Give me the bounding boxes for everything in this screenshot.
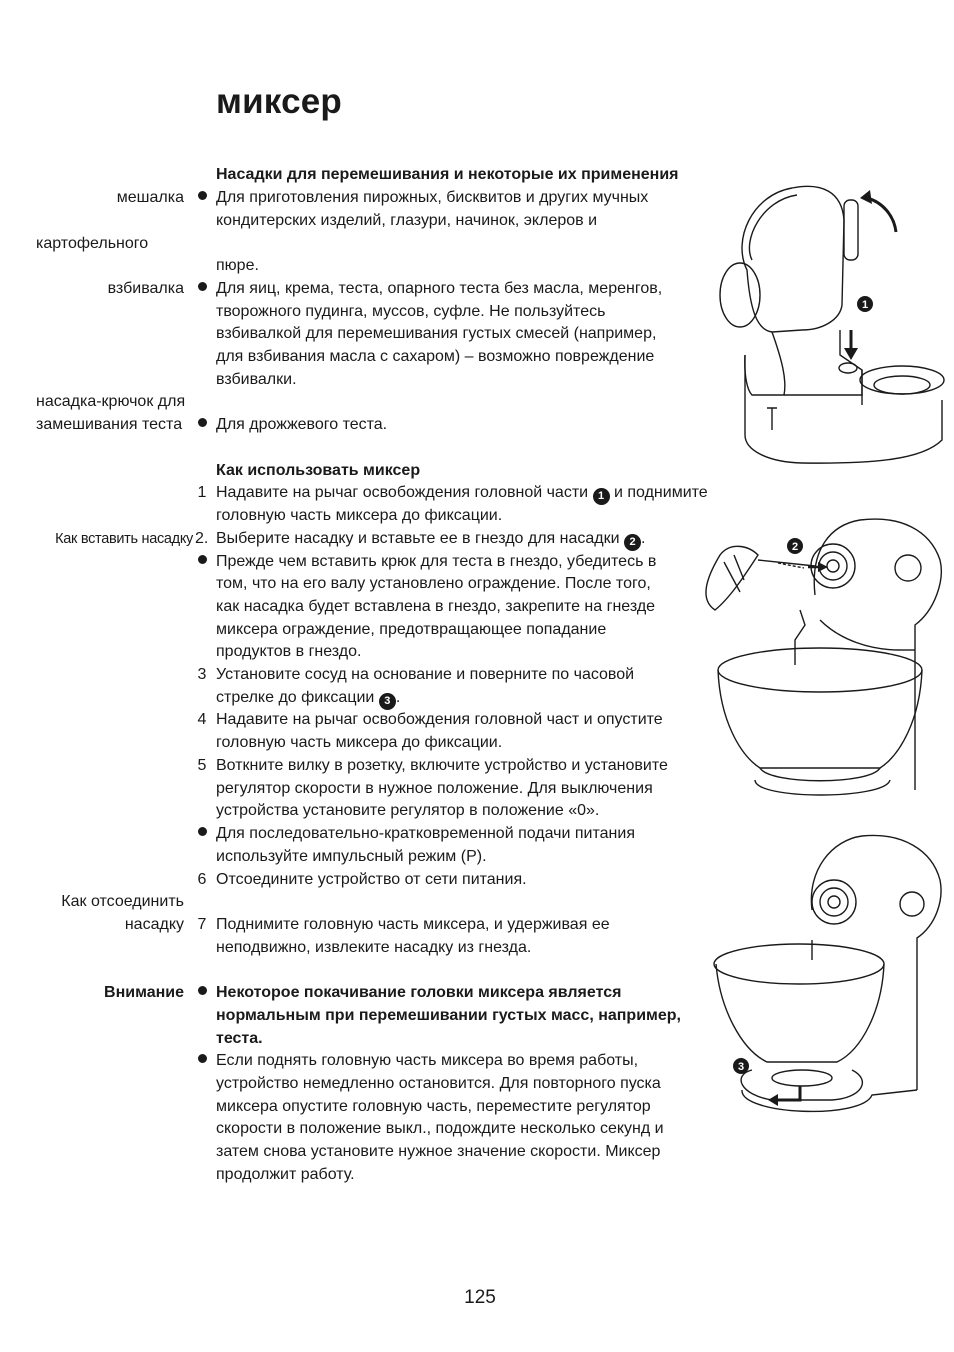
raised-head-icon bbox=[720, 186, 944, 463]
hook-label-2: замешивания теста bbox=[36, 416, 183, 433]
bullet-icon bbox=[193, 414, 211, 437]
bullet-icon bbox=[193, 982, 211, 1005]
step-3-text-c: . bbox=[395, 689, 401, 706]
mixer-line-2: кондитерских изделий, глазури, начинок, эклеров и bbox=[216, 212, 598, 229]
bowl-lock-icon bbox=[714, 835, 941, 1111]
step-5-line-2: регулятор скорости в нужное положение. Для выключения bbox=[216, 780, 653, 797]
callout-2-marker-label: 2 bbox=[791, 541, 799, 553]
insert-attachment-label: Как вставить насадку bbox=[55, 531, 193, 547]
step-2-text-a: Выберите насадку и вставьте ее в гнездо для насадки bbox=[216, 530, 620, 547]
step-1-text-b: и поднимите bbox=[614, 484, 708, 501]
whisk-label: взбивалка bbox=[107, 280, 184, 297]
page-number: 125 bbox=[464, 1287, 496, 1308]
step-number-5: 5 bbox=[197, 757, 207, 774]
warning-line-6: продолжит работу. bbox=[216, 1166, 355, 1183]
step-number-7: 7 bbox=[197, 916, 207, 933]
hook-line: Для дрожжевого теста. bbox=[216, 416, 388, 433]
mixer-with-bowl-icon bbox=[718, 519, 941, 795]
warning-line-5: затем снова установите нужное значение скорости. Миксер bbox=[216, 1143, 661, 1160]
bullet-icon bbox=[193, 187, 211, 210]
step-1-line-2: головную часть миксера до фиксации. bbox=[216, 507, 503, 524]
bullet-2-line-1: Для последовательно-кратковременной подачи питания bbox=[216, 825, 635, 842]
bullet-icon bbox=[193, 278, 211, 301]
detach-label-2: насадку bbox=[124, 916, 184, 933]
bullet-1-line-5: продуктов в гнездо. bbox=[216, 643, 362, 660]
warning-line-4: скорости в положение выкл., подождите несколько секунд и bbox=[216, 1120, 664, 1137]
step-7-line-2: неподвижно, извлеките насадку из гнезда. bbox=[216, 939, 532, 956]
bullet-1-line-4: миксера ограждение, предотвращающее попадание bbox=[216, 621, 607, 638]
whisk-line-1: Для яиц, крема, теста, опарного теста без масла, меренгов, bbox=[216, 280, 663, 297]
detach-label-1: Как отсоединить bbox=[61, 893, 184, 910]
warning-bold-line-2: нормальным при перемешивании густых масс, например, bbox=[216, 1007, 681, 1024]
bullet-icon bbox=[193, 1050, 211, 1073]
step-number-1: 1 bbox=[197, 484, 207, 501]
step-3-line-1: Установите сосуд на основание и поверните по часовой bbox=[216, 666, 635, 683]
callout-3-icon: 3 bbox=[379, 693, 396, 710]
step-number-2: 2. bbox=[195, 530, 209, 547]
whisk-line-2: творожного пудинга, муссов, суфле. Не пользуйтесь bbox=[216, 303, 606, 320]
hook-label-1: насадка-крючок для bbox=[36, 393, 186, 410]
whisk-line-4: для взбивания масла с сахаром) – возможно повреждение bbox=[216, 348, 655, 365]
warning-bold-line-3: теста. bbox=[216, 1030, 263, 1047]
step-6-line: Отсоедините устройство от сети питания. bbox=[216, 871, 527, 888]
callout-3-marker-label: 3 bbox=[737, 1061, 745, 1073]
step-number-3: 3 bbox=[197, 666, 207, 683]
warning-line-2: устройство немедленно остановится. Для повторного пуска bbox=[216, 1075, 661, 1092]
step-1-line-1 bbox=[216, 482, 708, 505]
whisk-line-5: взбивалки. bbox=[216, 371, 297, 388]
step-4-line-2: головную часть миксера до фиксации. bbox=[216, 734, 503, 751]
step-4-line-1: Надавите на рычаг освобождения головной част и опустите bbox=[216, 711, 663, 728]
bullet-1-line-1: Прежде чем вставить крюк для теста в гнездо, убедитесь в bbox=[216, 553, 657, 570]
page-title: миксер bbox=[216, 82, 342, 121]
usage-heading: Как использовать миксер bbox=[216, 462, 421, 479]
warning-label: Внимание bbox=[104, 984, 184, 1001]
bullet-icon bbox=[193, 823, 211, 846]
bullet-1-line-3: как насадка будет вставлена в гнездо, закрепите на гнезде bbox=[216, 598, 656, 615]
whisk-line-3: взбивалкой для перемешивания густых смесей (например, bbox=[216, 325, 657, 342]
callout-2-icon: 2 bbox=[624, 534, 641, 551]
beater-attachment-icon bbox=[706, 546, 815, 610]
step-5-line-3: устройства установите регулятор в положение «0». bbox=[216, 802, 600, 819]
step-number-4: 4 bbox=[197, 711, 207, 728]
bullet-1-line-2: том, что на его валу установлено ограждение. После того, bbox=[216, 575, 651, 592]
warning-bold-line-1: Некоторое покачивание головки миксера является bbox=[216, 984, 622, 1001]
figure-raised-head bbox=[712, 180, 952, 470]
warning-line-3: миксера опустите головную часть, переместите регулятор bbox=[216, 1098, 651, 1115]
step-3-text-b: стрелке до фиксации bbox=[216, 689, 375, 706]
step-3-line-2 bbox=[216, 687, 400, 710]
bullet-icon bbox=[193, 551, 211, 574]
bullet-2-line-2: используйте импульсный режим (P). bbox=[216, 848, 487, 865]
mixer-line-1: Для приготовления пирожных, бисквитов и других мучных bbox=[216, 189, 649, 206]
mixer-label-2: картофельного bbox=[36, 235, 149, 252]
step-2-text-b: . bbox=[641, 530, 646, 547]
callout-1-marker-label: 1 bbox=[861, 299, 869, 311]
figure-bowl-lock bbox=[712, 830, 952, 1140]
figure-insert-attachment bbox=[700, 500, 950, 810]
step-2-line bbox=[216, 528, 645, 551]
callout-1-icon: 1 bbox=[593, 488, 610, 505]
step-7-line-1: Поднимите головную часть миксера, и удерживая ее bbox=[216, 916, 610, 933]
warning-line-1: Если поднять головную часть миксера во время работы, bbox=[216, 1052, 639, 1069]
release-lever-arrow-icon bbox=[844, 190, 896, 360]
step-number-6: 6 bbox=[197, 871, 207, 888]
step-1-text-a: Надавите на рычаг освобождения головной части bbox=[216, 484, 589, 501]
attachments-heading: Насадки для перемешивания и некоторые их применения bbox=[216, 166, 679, 183]
mixer-label: мешалка bbox=[116, 189, 184, 206]
step-5-line-1: Воткните вилку в розетку, включите устройство и установите bbox=[216, 757, 668, 774]
mixer-line-3: пюре. bbox=[216, 257, 259, 274]
